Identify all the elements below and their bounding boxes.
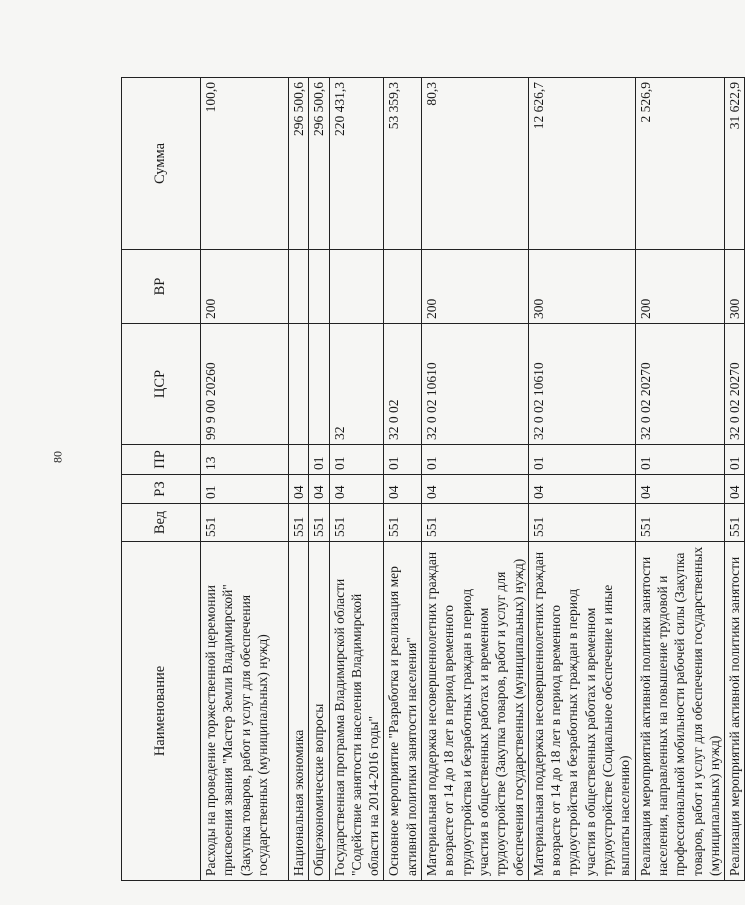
header-name: Наименование [122, 542, 201, 881]
cell-name: Национальная экономика [289, 542, 309, 881]
cell-csr: 32 [329, 324, 384, 445]
cell-ved: 551 [201, 504, 289, 542]
table-row [329, 78, 384, 881]
cell-ved: 551 [422, 504, 529, 542]
cell-ved: 551 [384, 504, 422, 542]
header-pr: ПР [122, 445, 201, 475]
cell-name: Основное мероприятие "Разработка и реализация мер активной политики занятости населения" [384, 542, 422, 881]
cell-pr: 01 [309, 445, 329, 475]
cell-csr: 32 0 02 10610 [422, 324, 529, 445]
header-ved: Вед [122, 504, 201, 542]
cell-vr: 200 [201, 250, 289, 324]
cell-vr [329, 250, 384, 324]
rotated-table-container [121, 78, 743, 881]
cell-sum: 53 359,3 [384, 78, 422, 250]
cell-rz: 04 [329, 475, 384, 504]
table-row [384, 78, 422, 881]
cell-ved: 551 [725, 504, 745, 542]
cell-name: Реализация мероприятий активной политики занятости [725, 542, 745, 881]
cell-sum: 220 431,3 [329, 78, 384, 250]
cell-rz: 04 [384, 475, 422, 504]
header-sum: Сумма [122, 78, 201, 250]
cell-csr: 32 0 02 20270 [635, 324, 724, 445]
cell-rz: 04 [725, 475, 745, 504]
cell-vr: 300 [528, 250, 635, 324]
header-rz: РЗ [122, 475, 201, 504]
table-row [289, 78, 309, 881]
cell-vr [289, 250, 309, 324]
cell-rz: 04 [528, 475, 635, 504]
cell-vr: 200 [422, 250, 529, 324]
cell-csr: 32 0 02 [384, 324, 422, 445]
cell-rz: 01 [201, 475, 289, 504]
cell-pr: 01 [422, 445, 529, 475]
cell-pr: 13 [201, 445, 289, 475]
cell-pr: 01 [329, 445, 384, 475]
table-row [528, 78, 635, 881]
cell-name: Расходы на проведение торжественной церемонии присвоения звания "Мастер Земли Владимирской" (Закупка товаров, работ и услуг для обеспечения государственных (муниципальных) нужд) [201, 542, 289, 881]
table-row [635, 78, 724, 881]
cell-vr: 200 [635, 250, 724, 324]
cell-vr: 300 [725, 250, 745, 324]
cell-pr: 01 [725, 445, 745, 475]
cell-rz: 04 [309, 475, 329, 504]
cell-csr: 32 0 02 10610 [528, 324, 635, 445]
table-row [725, 78, 745, 881]
cell-name: Государственная программа Владимирской области "Содействие занятости населения Владимирской области на 2014-2016 годы" [329, 542, 384, 881]
cell-ved: 551 [289, 504, 309, 542]
cell-name: Общеэкономические вопросы [309, 542, 329, 881]
cell-pr: 01 [384, 445, 422, 475]
cell-ved: 551 [329, 504, 384, 542]
cell-csr: 32 0 02 20270 [725, 324, 745, 445]
table-row [422, 78, 529, 881]
cell-rz: 04 [635, 475, 724, 504]
cell-sum: 296 500,6 [289, 78, 309, 250]
cell-vr [384, 250, 422, 324]
table-row [309, 78, 329, 881]
table-header-row [122, 78, 201, 881]
cell-sum: 100,0 [201, 78, 289, 250]
cell-sum: 31 622,9 [725, 78, 745, 250]
cell-name: Реализация мероприятий активной политики занятости населения, направленных на повышение трудовой и профессиональной мобильности рабочей силы (Закупка товаров, работ и услуг для обеспечения государственных (муниципальных) нужд) [635, 542, 724, 881]
cell-pr [289, 445, 309, 475]
cell-rz: 04 [289, 475, 309, 504]
table-row [201, 78, 289, 881]
cell-csr [289, 324, 309, 445]
cell-ved: 551 [309, 504, 329, 542]
cell-csr [309, 324, 329, 445]
cell-name: Материальная поддержка несовершеннолетних граждан в возрасте от 14 до 18 лет в период временного трудоустройства и безработных граждан в период участия в общественных работах и временном трудоустройстве (Закупка товаров, работ и услуг для обеспечения государственных (муниципальных) нужд) [422, 542, 529, 881]
budget-table [121, 77, 745, 881]
cell-vr [309, 250, 329, 324]
cell-ved: 551 [635, 504, 724, 542]
cell-sum: 12 626,7 [528, 78, 635, 250]
cell-pr: 01 [635, 445, 724, 475]
cell-sum: 80,3 [422, 78, 529, 250]
cell-sum: 296 500,6 [309, 78, 329, 250]
cell-sum: 2 526,9 [635, 78, 724, 250]
page-number: 80 [50, 451, 65, 463]
cell-name: Материальная поддержка несовершеннолетних граждан в возрасте от 14 до 18 лет в период временного трудоустройства и безработных граждан в период участия в общественных работах и временном трудоустройстве (Социальное обеспечение и иные выплаты населению) [528, 542, 635, 881]
cell-csr: 99 9 00 20260 [201, 324, 289, 445]
cell-pr: 01 [528, 445, 635, 475]
header-vr: ВР [122, 250, 201, 324]
header-csr: ЦСР [122, 324, 201, 445]
cell-ved: 551 [528, 504, 635, 542]
cell-rz: 04 [422, 475, 529, 504]
